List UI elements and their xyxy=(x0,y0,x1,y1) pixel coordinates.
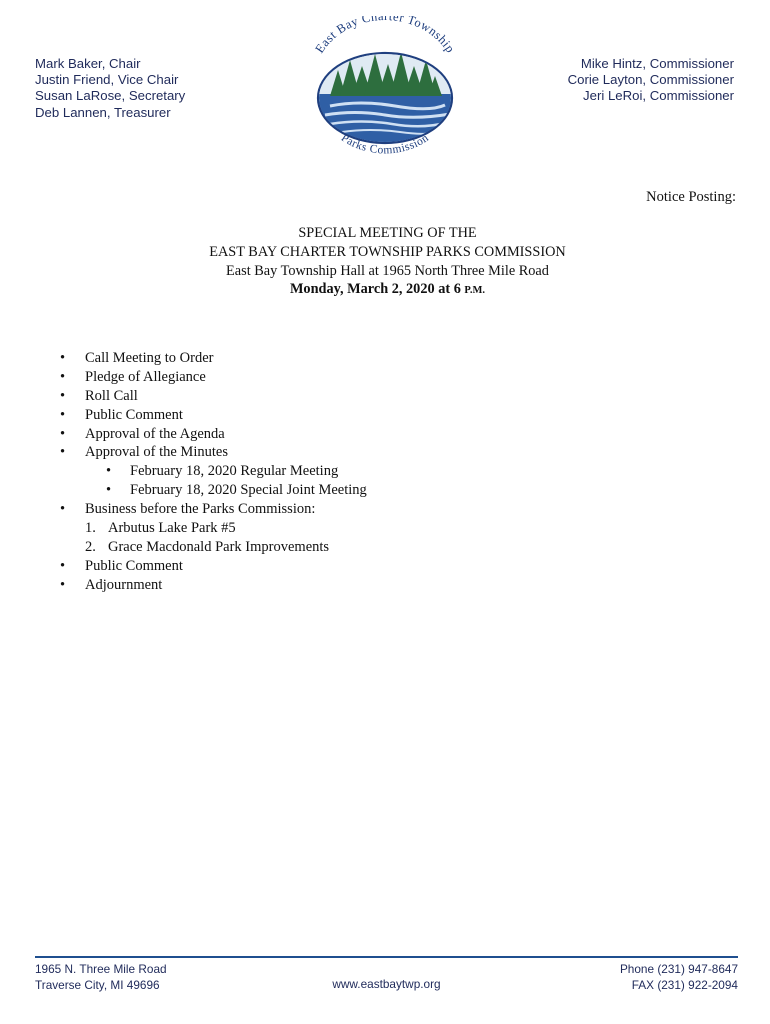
list-number: 1. xyxy=(85,520,96,537)
officer-commissioner: Mike Hintz, Commissioner xyxy=(580,56,734,71)
officer-secretary: Susan LaRose, Secretary xyxy=(35,88,186,104)
bullet-icon: • xyxy=(106,482,112,499)
bullet-icon: • xyxy=(60,350,66,366)
logo-top-text: East Bay Charter Township xyxy=(312,16,458,56)
heading-line-1: SPECIAL MEETING OF THE xyxy=(298,225,477,241)
fax-number: FAX (231) 922-2094 xyxy=(631,977,738,992)
officer-commissioner: Corie Layton, Commissioner xyxy=(567,72,734,88)
bullet-icon: • xyxy=(60,557,66,574)
meeting-heading xyxy=(0,224,770,301)
township-parks-logo xyxy=(300,16,470,162)
bullet-icon: • xyxy=(60,576,66,593)
bullet-icon: • xyxy=(60,368,66,385)
right-officers-list xyxy=(568,56,734,105)
officer-treasurer: Deb Lannen, Treasurer xyxy=(35,104,171,120)
footer-contact xyxy=(620,962,738,993)
phone-number: Phone (231) 947-8647 xyxy=(619,962,738,976)
officer-chair: Mark Baker, Chair xyxy=(35,56,141,71)
footer-website-link[interactable]: www.eastbaytwp.org xyxy=(332,977,441,991)
heading-date-text: Monday, March 2, 2020 at 6 xyxy=(289,281,465,298)
list-number: 2. xyxy=(85,538,96,555)
left-officers-list xyxy=(35,56,185,121)
address-line-2: Traverse City, MI 49696 xyxy=(35,977,160,992)
logo-graphic xyxy=(300,16,470,162)
svg-text:East Bay Charter Township xyxy=(312,16,457,56)
footer-divider xyxy=(35,956,738,958)
bullet-icon: • xyxy=(60,406,66,423)
heading-date-pm: P.M. xyxy=(464,285,486,297)
logo-bottom-text: Parks Commission xyxy=(338,131,432,157)
officer-commissioner: Jeri LeRoi, Commissioner xyxy=(583,88,734,104)
bullet-icon: • xyxy=(60,425,66,442)
heading-location: East Bay Township Hall at 1965 North Three Mile Road xyxy=(226,262,549,279)
bullet-icon: • xyxy=(106,463,112,480)
address-line-1: 1965 N. Three Mile Road xyxy=(35,962,167,976)
bullet-icon: • xyxy=(60,501,66,518)
heading-date xyxy=(0,280,770,301)
officer-vice-chair: Justin Friend, Vice Chair xyxy=(35,72,179,88)
bullet-icon: • xyxy=(60,387,66,404)
notice-posting-label: Notice Posting: xyxy=(646,189,736,205)
heading-line-2: EAST BAY CHARTER TOWNSHIP PARKS COMMISSION xyxy=(209,243,566,260)
bullet-icon: • xyxy=(60,444,66,461)
